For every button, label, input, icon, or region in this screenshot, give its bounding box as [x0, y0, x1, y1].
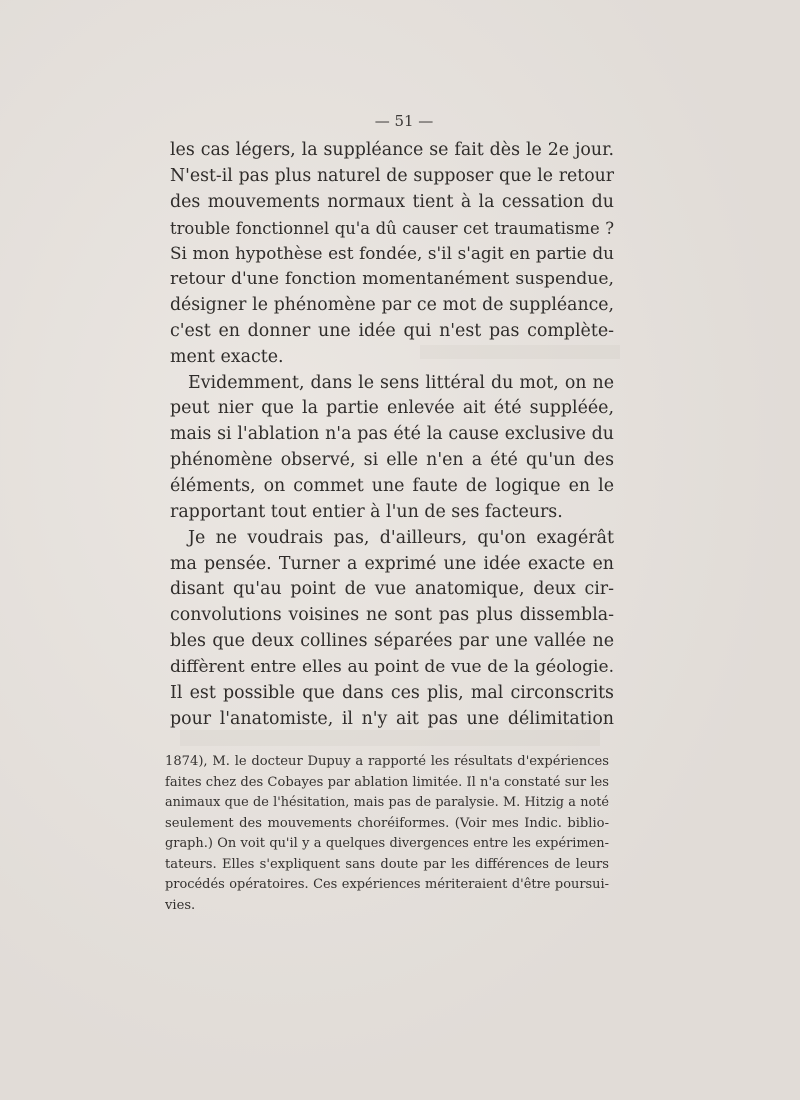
- footnote-line: seulement des mouvements choréiformes. (Voir mes Indic. biblio-: [165, 815, 609, 831]
- text-line: éléments, on commet une faute de logique en le: [170, 475, 614, 496]
- text-line: désigner le phénomène par ce mot de suppléance,: [170, 295, 614, 316]
- page-number: [0, 112, 800, 130]
- text-line: diffèrent entre elles au point de vue de la géologie.: [170, 656, 614, 677]
- text-line: rapportant tout entier à l'un de ses facteurs.: [170, 501, 563, 522]
- footnote-line: graph.) On voit qu'il y a quelques divergences entre les expérimen-: [165, 836, 609, 851]
- text-line: ma pensée. Turner a exprimé une idée exacte en: [170, 553, 614, 574]
- text-line: Il est possible que dans ces plis, mal circonscrits: [170, 682, 614, 703]
- text-line: les cas légers, la suppléance se fait dès le 2e jour.: [170, 140, 614, 160]
- text-line: c'est en donner une idée qui n'est pas complète-: [170, 320, 614, 341]
- text-line: Si mon hypothèse est fondée, s'il s'agit en partie du: [170, 243, 614, 264]
- text-line: des mouvements normaux tient à la cessation du: [170, 191, 614, 212]
- text-line: N'est-il pas plus naturel de supposer que le retour: [170, 165, 614, 186]
- text-line: mais si l'ablation n'a pas été la cause exclusive du: [170, 424, 614, 445]
- text-line: ment exacte.: [170, 346, 284, 367]
- text-line: disant qu'au point de vue anatomique, deux cir-: [170, 579, 614, 600]
- footnote-line: procédés opératoires. Ces expériences mériteraient d'être poursui-: [165, 877, 609, 892]
- text-line: bles que deux collines séparées par une vallée ne: [170, 631, 614, 652]
- text-line: Je ne voudrais pas, d'ailleurs, qu'on exagérât: [188, 527, 614, 548]
- text-line: phénomène observé, si elle n'en a été qu'un des: [170, 450, 614, 471]
- main-text-block: [170, 138, 614, 732]
- text-line: Evidemment, dans le sens littéral du mot, on ne: [188, 372, 614, 393]
- footnote-block: [165, 752, 609, 916]
- footnote-line: tateurs. Elles s'expliquent sans doute par les différences de leurs: [165, 856, 609, 872]
- text-line: pour l'anatomiste, il n'y ait pas une délimitation: [170, 708, 614, 729]
- text-line: trouble fonctionnel qu'a dû causer cet traumatisme ?: [170, 218, 614, 238]
- footnote-line: faites chez des Cobayes par ablation limitée. Il n'a constaté sur les: [165, 774, 609, 790]
- text-line: retour d'une fonction momentanément suspendue,: [170, 269, 614, 290]
- footnote-line: vies.: [165, 897, 196, 913]
- footnote-line: 1874), M. le docteur Dupuy a rapporté les résultats d'expériences: [165, 754, 609, 769]
- text-line: convolutions voisines ne sont pas plus dissembla-: [170, 605, 614, 626]
- footnote-line: animaux que de l'hésitation, mais pas de paralysie. M. Hitzig a noté: [165, 795, 609, 810]
- page-number-text: — 51 —: [374, 112, 434, 130]
- text-line: peut nier que la partie enlevée ait été suppléée,: [170, 398, 614, 419]
